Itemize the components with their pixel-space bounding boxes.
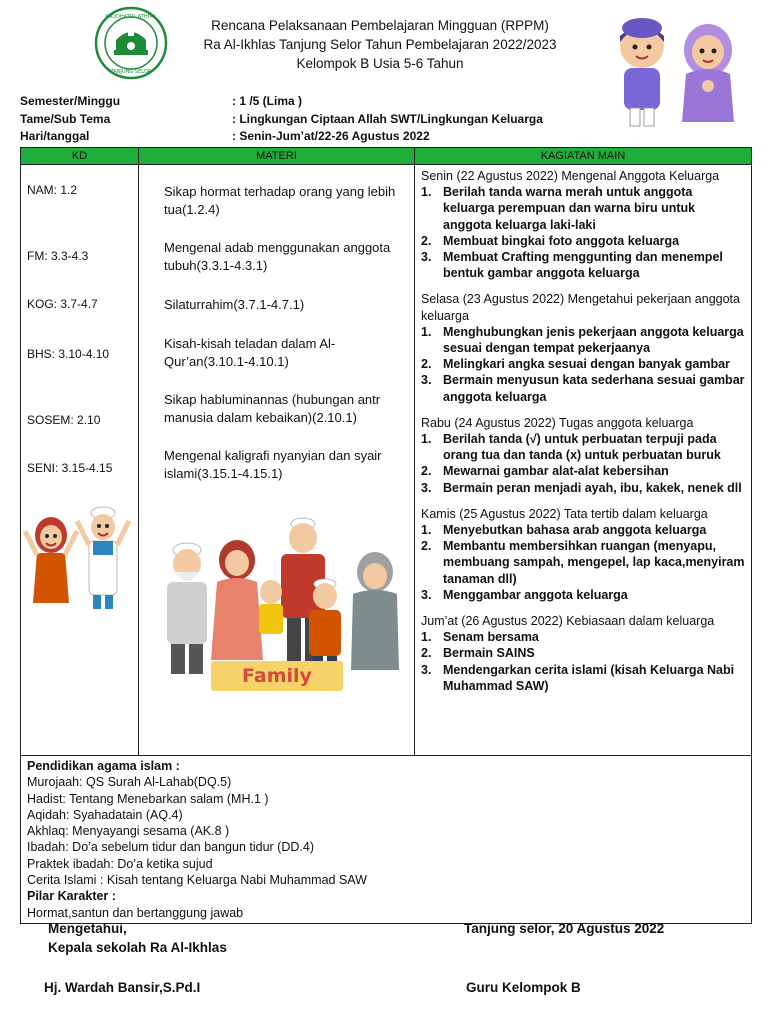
- sign-left-line-1: Mengetahui,: [48, 921, 127, 936]
- activity-item: 3. Bermain menyusun kata sederhana sesuai gambar anggota keluarga: [421, 373, 745, 404]
- pilar-value: Hormat,santun dan bertanggung jawab: [27, 905, 244, 920]
- document-header: [180, 16, 580, 73]
- pai-line: Aqidah: Syahadatain (AQ.4): [27, 807, 183, 822]
- activity-item: 2. Melingkari angka sesuai dengan banyak gambar: [421, 357, 730, 372]
- activity-item: 3. Mendengarkan cerita islami (kisah Keluarga Nabi Muhammad SAW): [421, 662, 735, 693]
- materi-item: Mengenal adab menggunakan anggota tubuh(3.3.1-4.3.1): [164, 240, 391, 273]
- day-block-selasa: [421, 291, 745, 404]
- column-header-materi: MATERI: [139, 148, 415, 165]
- sign-right-line-1: Tanjung selor, 20 Agustus 2022: [464, 921, 665, 936]
- table-row-main: [21, 165, 752, 756]
- day-title: Senin (22 Agustus 2022) Mengenal Anggota Keluarga: [421, 169, 720, 183]
- activity-item: 2. Membantu membersihkan ruangan (menyapu, membuang sampah, mengepel, lap kaca,menyiram tanaman dll): [421, 539, 745, 586]
- meta-label: Tame/Sub Tema: [20, 111, 111, 126]
- meta-row-tema: [20, 112, 750, 130]
- materi-column: [139, 165, 415, 756]
- activity-item: 1. Menghubungkan jenis pekerjaan anggota keluarga sesuai dengan tempat pekerjaanya: [421, 324, 744, 356]
- activity-item: 1. Senam bersama: [421, 630, 539, 645]
- day-title: Kamis (25 Agustus 2022) Tata tertib dalam keluarga: [421, 506, 708, 521]
- kegiatan-column: [415, 165, 752, 756]
- kd-item: BHS: 3.10-4.10: [27, 347, 110, 361]
- pai-line: Ibadah: Do’a sebelum tidur dan bangun tidur (DD.4): [27, 840, 314, 855]
- activity-item: 2. Membuat bingkai foto anggota keluarga: [421, 233, 680, 248]
- activity-item: 1. Berilah tanda (√) untuk perbuatan terpuji pada orang tua dan tanda (x) untuk perbuatan buruk: [421, 432, 721, 463]
- meta-row-semester: [20, 94, 750, 112]
- day-block-kamis: [421, 506, 745, 603]
- sign-right-name: Guru Kelompok B: [466, 980, 581, 995]
- kd-item: FM: 3.3-4.3: [27, 249, 89, 263]
- meta-value: : Lingkungan Ciptaan Allah SWT/Lingkungan Keluarga: [232, 111, 543, 126]
- header-title-line-1: Rencana Pelaksanaan Pembelajaran Mingguan (RPPM): [211, 18, 549, 33]
- kids-cheering-illustration: [23, 495, 135, 615]
- pai-line: Praktek ibadah: Do’a ketika sujud: [27, 856, 213, 871]
- activity-item: 2. Mewarnai gambar alat-alat kebersihan: [421, 464, 669, 479]
- meta-value: : Senin-Jum’at/22-26 Agustus 2022: [232, 129, 430, 143]
- day-block-rabu: [421, 415, 745, 496]
- activity-item: 3. Membuat Crafting menggunting dan menempel bentuk gambar anggota keluarga: [421, 250, 723, 281]
- materi-item: Mengenal kaligrafi nyanyian dan syair islami(3.15.1-4.15.1): [164, 448, 382, 481]
- column-header-kd: KD: [21, 148, 139, 165]
- materi-item: Sikap hormat terhadap orang yang lebih tua(1.2.4): [164, 184, 396, 217]
- pilar-title: Pilar Karakter :: [27, 889, 116, 904]
- activity-item: 3. Menggambar anggota keluarga: [421, 587, 628, 602]
- sign-left-line-2: Kepala sekolah Ra Al-Ikhlas: [48, 940, 227, 955]
- svg-text:TANJUNG SELOR: TANJUNG SELOR: [110, 69, 152, 75]
- rppm-table: [20, 147, 752, 924]
- table-header-row: [21, 148, 752, 165]
- column-header-kegiatan: KAGIATAN MAIN: [415, 148, 752, 165]
- school-logo: [94, 6, 168, 80]
- meta-row-hari: [20, 129, 750, 147]
- activity-item: 1. Menyebutkan bahasa arab anggota keluarga: [421, 523, 707, 538]
- pai-line: Hadist: Tentang Menebarkan salam (MH.1 ): [27, 791, 269, 806]
- svg-text:RAUDHATUL ATHFAL: RAUDHATUL ATHFAL: [105, 14, 157, 20]
- day-title: Rabu (24 Agustus 2022) Tugas anggota keluarga: [421, 415, 694, 430]
- materi-item: Sikap habluminannas (hubungan antr manusia dalam kebaikan)(2.10.1): [164, 392, 381, 425]
- pendidikan-agama-cell: [21, 756, 752, 924]
- family-label: Family: [211, 661, 343, 691]
- kd-item: KOG: 3.7-4.7: [27, 297, 98, 311]
- sign-left-name: Hj. Wardah Bansir,S.Pd.I: [44, 980, 201, 995]
- activity-item: 2. Bermain SAINS: [421, 646, 535, 661]
- materi-item: Silaturrahim(3.7.1-4.7.1): [164, 297, 305, 312]
- day-block-jumat: [421, 613, 745, 694]
- pai-line: Akhlaq: Menyayangi sesama (AK.8 ): [27, 824, 230, 839]
- materi-item: Kisah-kisah teladan dalam Al-Qur’an(3.10.1-4.10.1): [164, 336, 336, 369]
- day-title: Jum’at (26 Agustus 2022) Kebiasaan dalam keluarga: [421, 614, 715, 629]
- pai-line: Cerita Islami : Kisah tentang Keluarga Nabi Muhammad SAW: [27, 873, 367, 888]
- kd-item: NAM: 1.2: [27, 183, 78, 197]
- activity-item: 1. Berilah tanda warna merah untuk anggota keluarga perempuan dan warna biru untuk anggota keluarga laki-laki: [421, 185, 696, 232]
- activity-item: 3. Bermain peran menjadi ayah, ibu, kakek, nenek dll: [421, 480, 742, 495]
- day-block-senin: [421, 168, 745, 281]
- meta-value: : 1 /5 (Lima ): [232, 94, 303, 108]
- meta-info: [20, 94, 750, 147]
- header-title-line-3: Kelompok B Usia 5-6 Tahun: [296, 56, 464, 71]
- table-row-bottom: [21, 756, 752, 924]
- meta-label: Semester/Minggu: [20, 94, 121, 108]
- header-title-line-2: Ra Al-Ikhlas Tanjung Selor Tahun Pembelajaran 2022/2023: [203, 37, 557, 52]
- pai-line: Murojaah: QS Surah Al-Lahab(DQ.5): [27, 775, 232, 790]
- kd-item: SENI: 3.15-4.15: [27, 461, 113, 475]
- kd-column: [21, 165, 139, 756]
- pai-title: Pendidikan agama islam :: [27, 759, 180, 773]
- day-title: Selasa (23 Agustus 2022) Mengetahui pekerjaan anggota keluarga: [421, 292, 740, 323]
- meta-label: Hari/tanggal: [20, 129, 90, 143]
- kd-item: SOSEM: 2.10: [27, 413, 101, 427]
